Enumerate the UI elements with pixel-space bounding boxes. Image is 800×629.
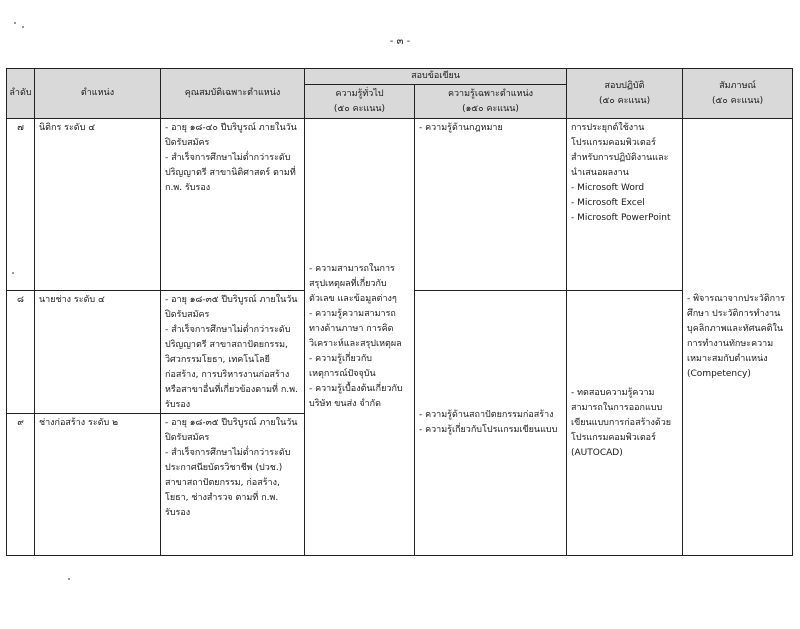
general-knowledge-cell: [305, 119, 415, 556]
practical-item: - Microsoft PowerPoint: [571, 213, 671, 223]
header-practical: [567, 69, 683, 119]
position-name: ช่างก่อสร้าง ระดับ ๒: [35, 414, 161, 556]
header-interview-score: (๕๐ คะแนน): [711, 95, 764, 106]
header-position: ตำแหน่ง: [35, 69, 161, 119]
header-practical-score: (๕๐ คะแนน): [598, 95, 651, 106]
header-general-score: (๕๐ คะแนน): [333, 103, 386, 114]
header-no: ลำดับ: [7, 69, 35, 119]
header-practical-label: สอบปฏิบัติ: [604, 80, 645, 91]
qualifications-cell: [161, 414, 305, 556]
interview-cell: - พิจารณาจากประวัติการศึกษา ประวัติการทำงานบุคลิกภาพและทัศนคติในการทำงานทักษะความเหมาะสมกับตำแหน่ง (Competency): [683, 119, 793, 556]
practical-cell: [567, 119, 683, 291]
qualification-item: - สำเร็จการศึกษาไม่ต่ำกว่าระดับปริญญาตรี สาขาสถาปัตยกรรม, วิศวกรรมโยธา, เทคโนโลยีก่อสร้าง, การบริหารงานก่อสร้างหรือสาขาอื่นที่เกี่ยวข้องตามที่ ก.พ. รับรอง: [165, 325, 298, 410]
practical-item: - Microsoft Excel: [571, 198, 645, 208]
header-general-knowledge: [305, 85, 415, 119]
header-interview: [683, 69, 793, 119]
specific-knowledge-construction-cell: [415, 291, 567, 556]
scan-speck: [68, 578, 70, 580]
qualification-item: - สำเร็จการศึกษาไม่ต่ำกว่าระดับปริญญาตรี สาขานิติศาสตร์ ตามที่ ก.พ. รับรอง: [165, 153, 296, 193]
header-specific-knowledge: [415, 85, 567, 119]
specific-knowledge-item: - ความรู้เกี่ยวกับโปรแกรมเขียนแบบ: [419, 425, 558, 435]
header-interview-label: สัมภาษณ์: [719, 80, 756, 91]
practical-construction-cell: - ทดสอบความรู้ความสามารถในการออกแบบ เขียนแบบการก่อสร้างด้วยโปรแกรมคอมพิวเตอร์ (AUTOCAD): [567, 291, 683, 556]
row-number: ๙: [7, 414, 35, 556]
qualification-item: - อายุ ๑๘-๓๕ ปีบริบูรณ์ ภายในวันปิดรับสมัคร: [165, 418, 298, 443]
header-specific-score: (๑๕๐ คะแนน): [462, 103, 519, 114]
qualifications-cell: [161, 291, 305, 414]
general-knowledge-item: - ความสามารถในการสรุปเหตุผลที่เกี่ยวกับตัวเลข และข้อมูลต่างๆ: [309, 264, 397, 304]
general-knowledge-item: - ความรู้เกี่ยวกับเหตุการณ์ปัจจุบัน: [309, 354, 376, 379]
table-row: [7, 119, 793, 291]
row-number: ๗: [7, 119, 35, 291]
qualifications-cell: [161, 119, 305, 291]
row-number: ๘: [7, 291, 35, 414]
specific-knowledge-item: - ความรู้ด้านสถาปัตยกรรมก่อสร้าง: [419, 410, 554, 420]
practical-item: - Microsoft Word: [571, 183, 645, 193]
practical-item: การประยุกต์ใช้งานโปรแกรมคอมพิวเตอร์สำหรับการปฏิบัติงานและนำเสนอผลงาน: [571, 123, 669, 178]
general-knowledge-item: - ความรู้เบื้องต้นเกี่ยวกับบริษัท ขนส่ง จำกัด: [309, 384, 403, 409]
header-written-exam: สอบข้อเขียน: [305, 69, 567, 85]
position-name: นิติกร ระดับ ๔: [35, 119, 161, 291]
qualification-item: - อายุ ๑๘-๓๕ ปีบริบูรณ์ ภายในวันปิดรับสมัคร: [165, 295, 298, 320]
header-specific-label: ความรู้เฉพาะตำแหน่ง: [447, 88, 534, 99]
page-number: - ๓ -: [389, 36, 411, 47]
recruitment-table: [6, 68, 793, 556]
qualification-item: - สำเร็จการศึกษาไม่ต่ำกว่าระดับประกาศนียบัตรวิชาชีพ (ปวช.) สาขาสถาปัตยกรรม, ก่อสร้าง, โยธา, ช่างสำรวจ ตามที่ ก.พ. รับรอง: [165, 448, 291, 518]
specific-knowledge-cell: - ความรู้ด้านกฎหมาย: [415, 119, 567, 291]
header-qualifications: คุณสมบัติเฉพาะตำแหน่ง: [161, 69, 305, 119]
qualification-item: - อายุ ๑๘-๔๐ ปีบริบูรณ์ ภายในวันปิดรับสมัคร: [165, 123, 297, 148]
scan-speck: [22, 26, 24, 28]
header-general-label: ความรู้ทั่วไป: [335, 88, 384, 99]
position-name: นายช่าง ระดับ ๔: [35, 291, 161, 414]
general-knowledge-item: - ความรู้ความสามารถทางด้านภาษา การคิดวิเคราะห์และสรุปเหตุผล: [309, 309, 402, 349]
scan-speck: [14, 22, 16, 24]
